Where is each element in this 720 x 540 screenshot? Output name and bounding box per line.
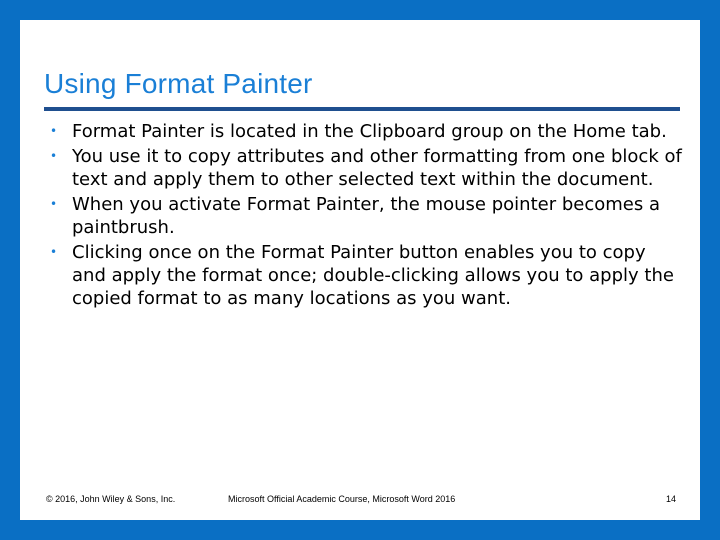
footer-course: Microsoft Official Academic Course, Microsoft Word 2016	[228, 494, 456, 504]
bullet-item	[32, 120, 682, 143]
bullet-text: Clicking once on the Format Painter button enables you to copy and apply the format once; double-clicking allows you to apply the copied format to as many locations as you want.	[72, 242, 674, 309]
slide	[20, 20, 700, 520]
bullet-item	[32, 145, 682, 191]
bullet-icon: •	[50, 124, 58, 138]
bullet-text: When you activate Format Painter, the mouse pointer becomes a paintbrush.	[72, 194, 660, 238]
footer-copyright: © 2016, John Wiley & Sons, Inc.	[46, 494, 176, 504]
page-number: 14	[665, 494, 676, 504]
bullet-item	[32, 193, 682, 239]
title-underline	[44, 107, 680, 111]
bullet-list	[32, 120, 682, 312]
bullet-icon: •	[50, 245, 58, 259]
bullet-item	[32, 241, 682, 310]
bullet-text: You use it to copy attributes and other formatting from one block of text and apply them to other selected text within the document.	[72, 146, 682, 190]
slide-title: Using Format Painter	[44, 68, 313, 99]
bullet-text: Format Painter is located in the Clipboard group on the Home tab.	[72, 121, 667, 142]
bullet-icon: •	[50, 197, 58, 211]
bullet-icon: •	[50, 149, 58, 163]
